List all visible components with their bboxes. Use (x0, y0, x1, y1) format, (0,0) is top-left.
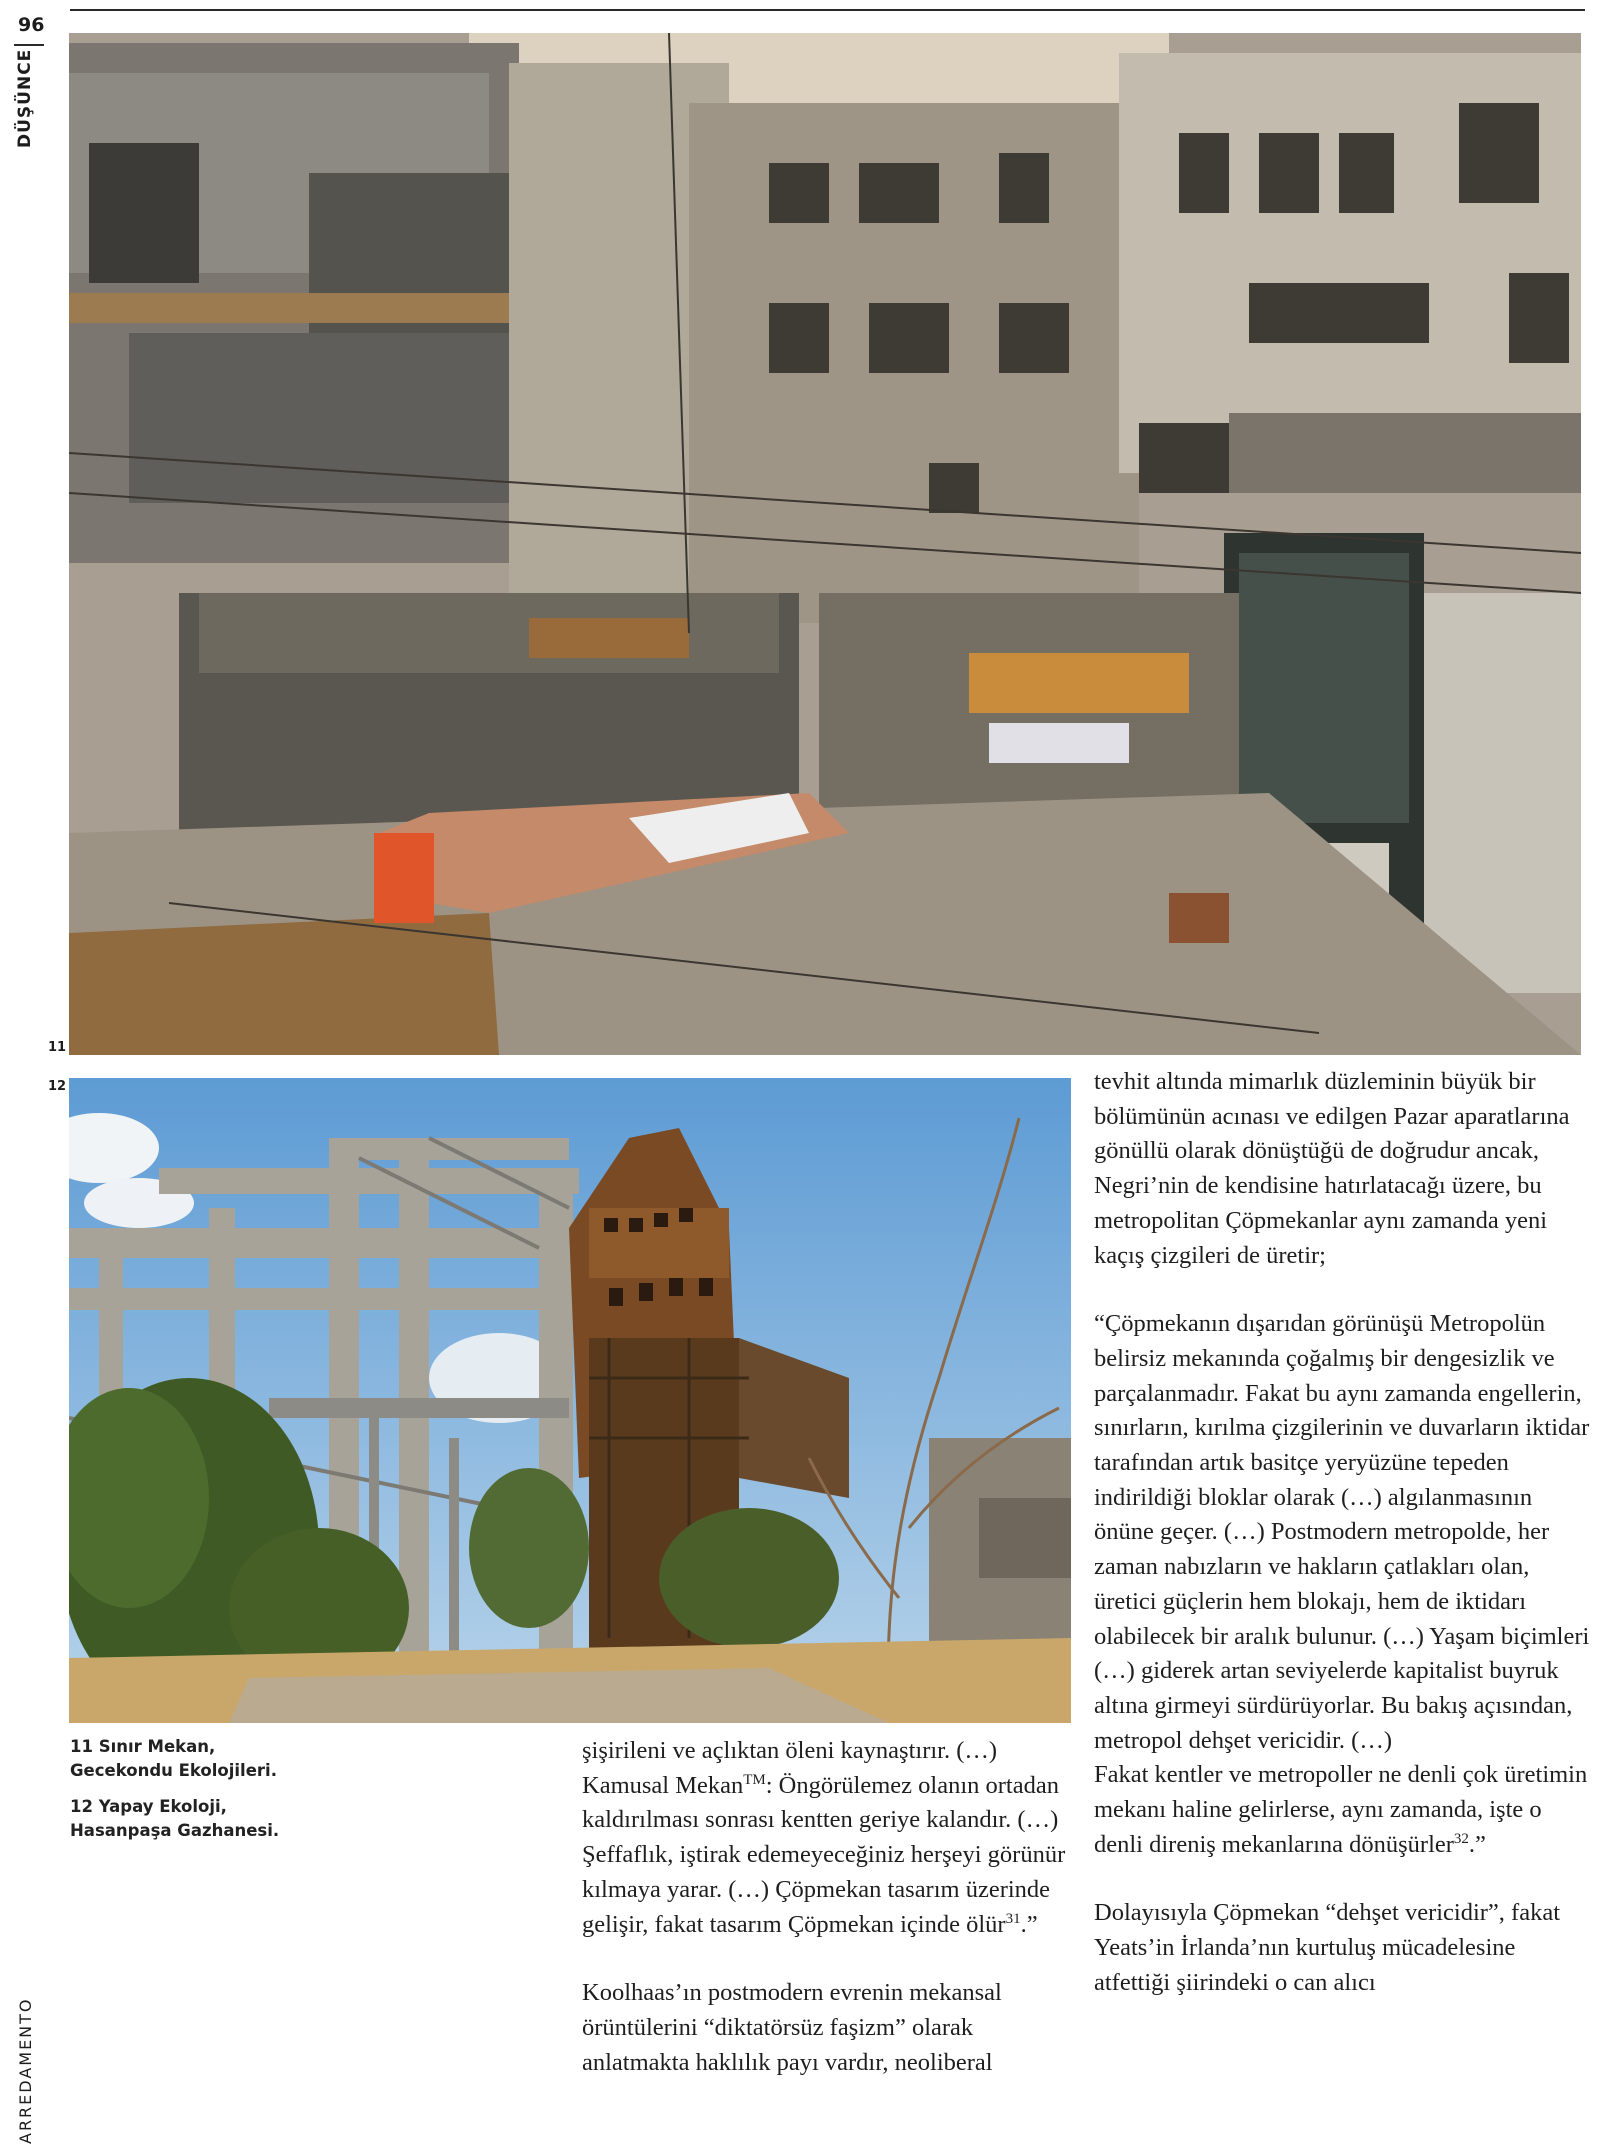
paragraph-text: Fakat kentler ve metropoller ne denli çok üretimin mekanı haline gelirlerse, aynı zamanda, işte o denli direniş mekanlarına dönüşürler (1094, 1761, 1588, 1858)
page-number: 96 (18, 14, 45, 36)
footnote-ref-32: 32 (1453, 1830, 1469, 1847)
photo-gasworks (69, 1078, 1071, 1723)
caption-12-title: 12 Yapay Ekoloji, (70, 1797, 227, 1816)
photo-rooftop-slum (69, 33, 1581, 1055)
photo-captions (70, 1735, 320, 1855)
paragraph: Dolayısıyla Çöpmekan “dehşet vericidir”, fakat Yeats’in İrlanda’nın kurtuluş mücadelesine atfettiği şiirindeki o can alıcı (1094, 1899, 1561, 1996)
paragraph-text: şişirileni ve açlıktan öleni kaynaştırır. (…) Kamusal Mekan (582, 1737, 998, 1799)
caption-11-subtitle: Gecekondu Ekolojileri. (70, 1761, 277, 1780)
paragraph: tevhit altında mimarlık düzleminin büyük bir bölümünün acınası ve edilgen Pazar aparatlarına gönüllü olarak dönüştüğü de doğrudur ancak, Negri’nin de kendisine hatırlatacağı üzere, bu metropolitan Çöpmekanlar aynı zamanda yeni kaçış çizgileri de üretir; (1094, 1068, 1570, 1269)
paragraph-text: : Öngörülemez olanın ortadan kaldırılması sonrası kentten geriye kalandır. (…) Şeffaflık, iştirak edemeyeceğiniz herşeyi görünür kılmaya yarar. (…) Çöpmekan tasarım üzerinde gelişir, fakat tasarım Çöpmekan içinde ölür (582, 1771, 1066, 1938)
body-column-right (1094, 1065, 1594, 2001)
paragraph (582, 1734, 1082, 1942)
caption-12-subtitle: Hasanpaşa Gazhanesi. (70, 1821, 280, 1840)
paragraph: Koolhaas’ın postmodern evrenin mekansal örüntülerini “diktatörsüz faşizm” olarak anlatmakta haklılık payı vardır, neoliberal (582, 1979, 1002, 2076)
top-rule (70, 9, 1585, 11)
figure-number-11: 11 (48, 1040, 67, 1055)
caption-11-title: 11 Sınır Mekan, (70, 1737, 216, 1756)
paragraph-text: .” (1468, 1830, 1486, 1858)
section-label: DÜŞÜNCE (15, 48, 35, 148)
figure-number-12: 12 (48, 1079, 67, 1094)
page-number-rule (14, 44, 44, 46)
trademark-mark: TM (743, 1771, 766, 1788)
caption-figure-12 (70, 1795, 320, 1843)
caption-figure-11 (70, 1735, 320, 1783)
footnote-ref-31: 31 (1005, 1910, 1021, 1927)
magazine-label: ARREDAMENTO (16, 1997, 35, 2144)
paragraph-text: “Çöpmekanın dışarıdan görünüşü Metropolün belirsiz mekanında çoğalmış bir dengesizlik ve parçalanmadır. Fakat bu aynı zamanda engellerin, sınırların, kırılma çizgilerinin ve duvarların iktidar tarafından artık basitçe yeryüzüne tepeden indirildiği bloklar olarak (…) algılanmasının önüne geçer. (…) Postmodern metropolde, her zaman nabızların ve hakların çatlakları olan, üretici güçlerin hem blokajı, hem de iktidarı olabilecek bir aralık bulunur. (…) Yaşam biçimleri (…) giderek artan seviyelerde kapitalist buyruk altına girmeyi sürdürüyorlar. Bu bakış açısından, metropol dehşet vericidir. (…) (1094, 1310, 1590, 1754)
paragraph-text: .” (1020, 1910, 1038, 1938)
body-column-middle (582, 1734, 1082, 2080)
quotation (1094, 1307, 1594, 1862)
